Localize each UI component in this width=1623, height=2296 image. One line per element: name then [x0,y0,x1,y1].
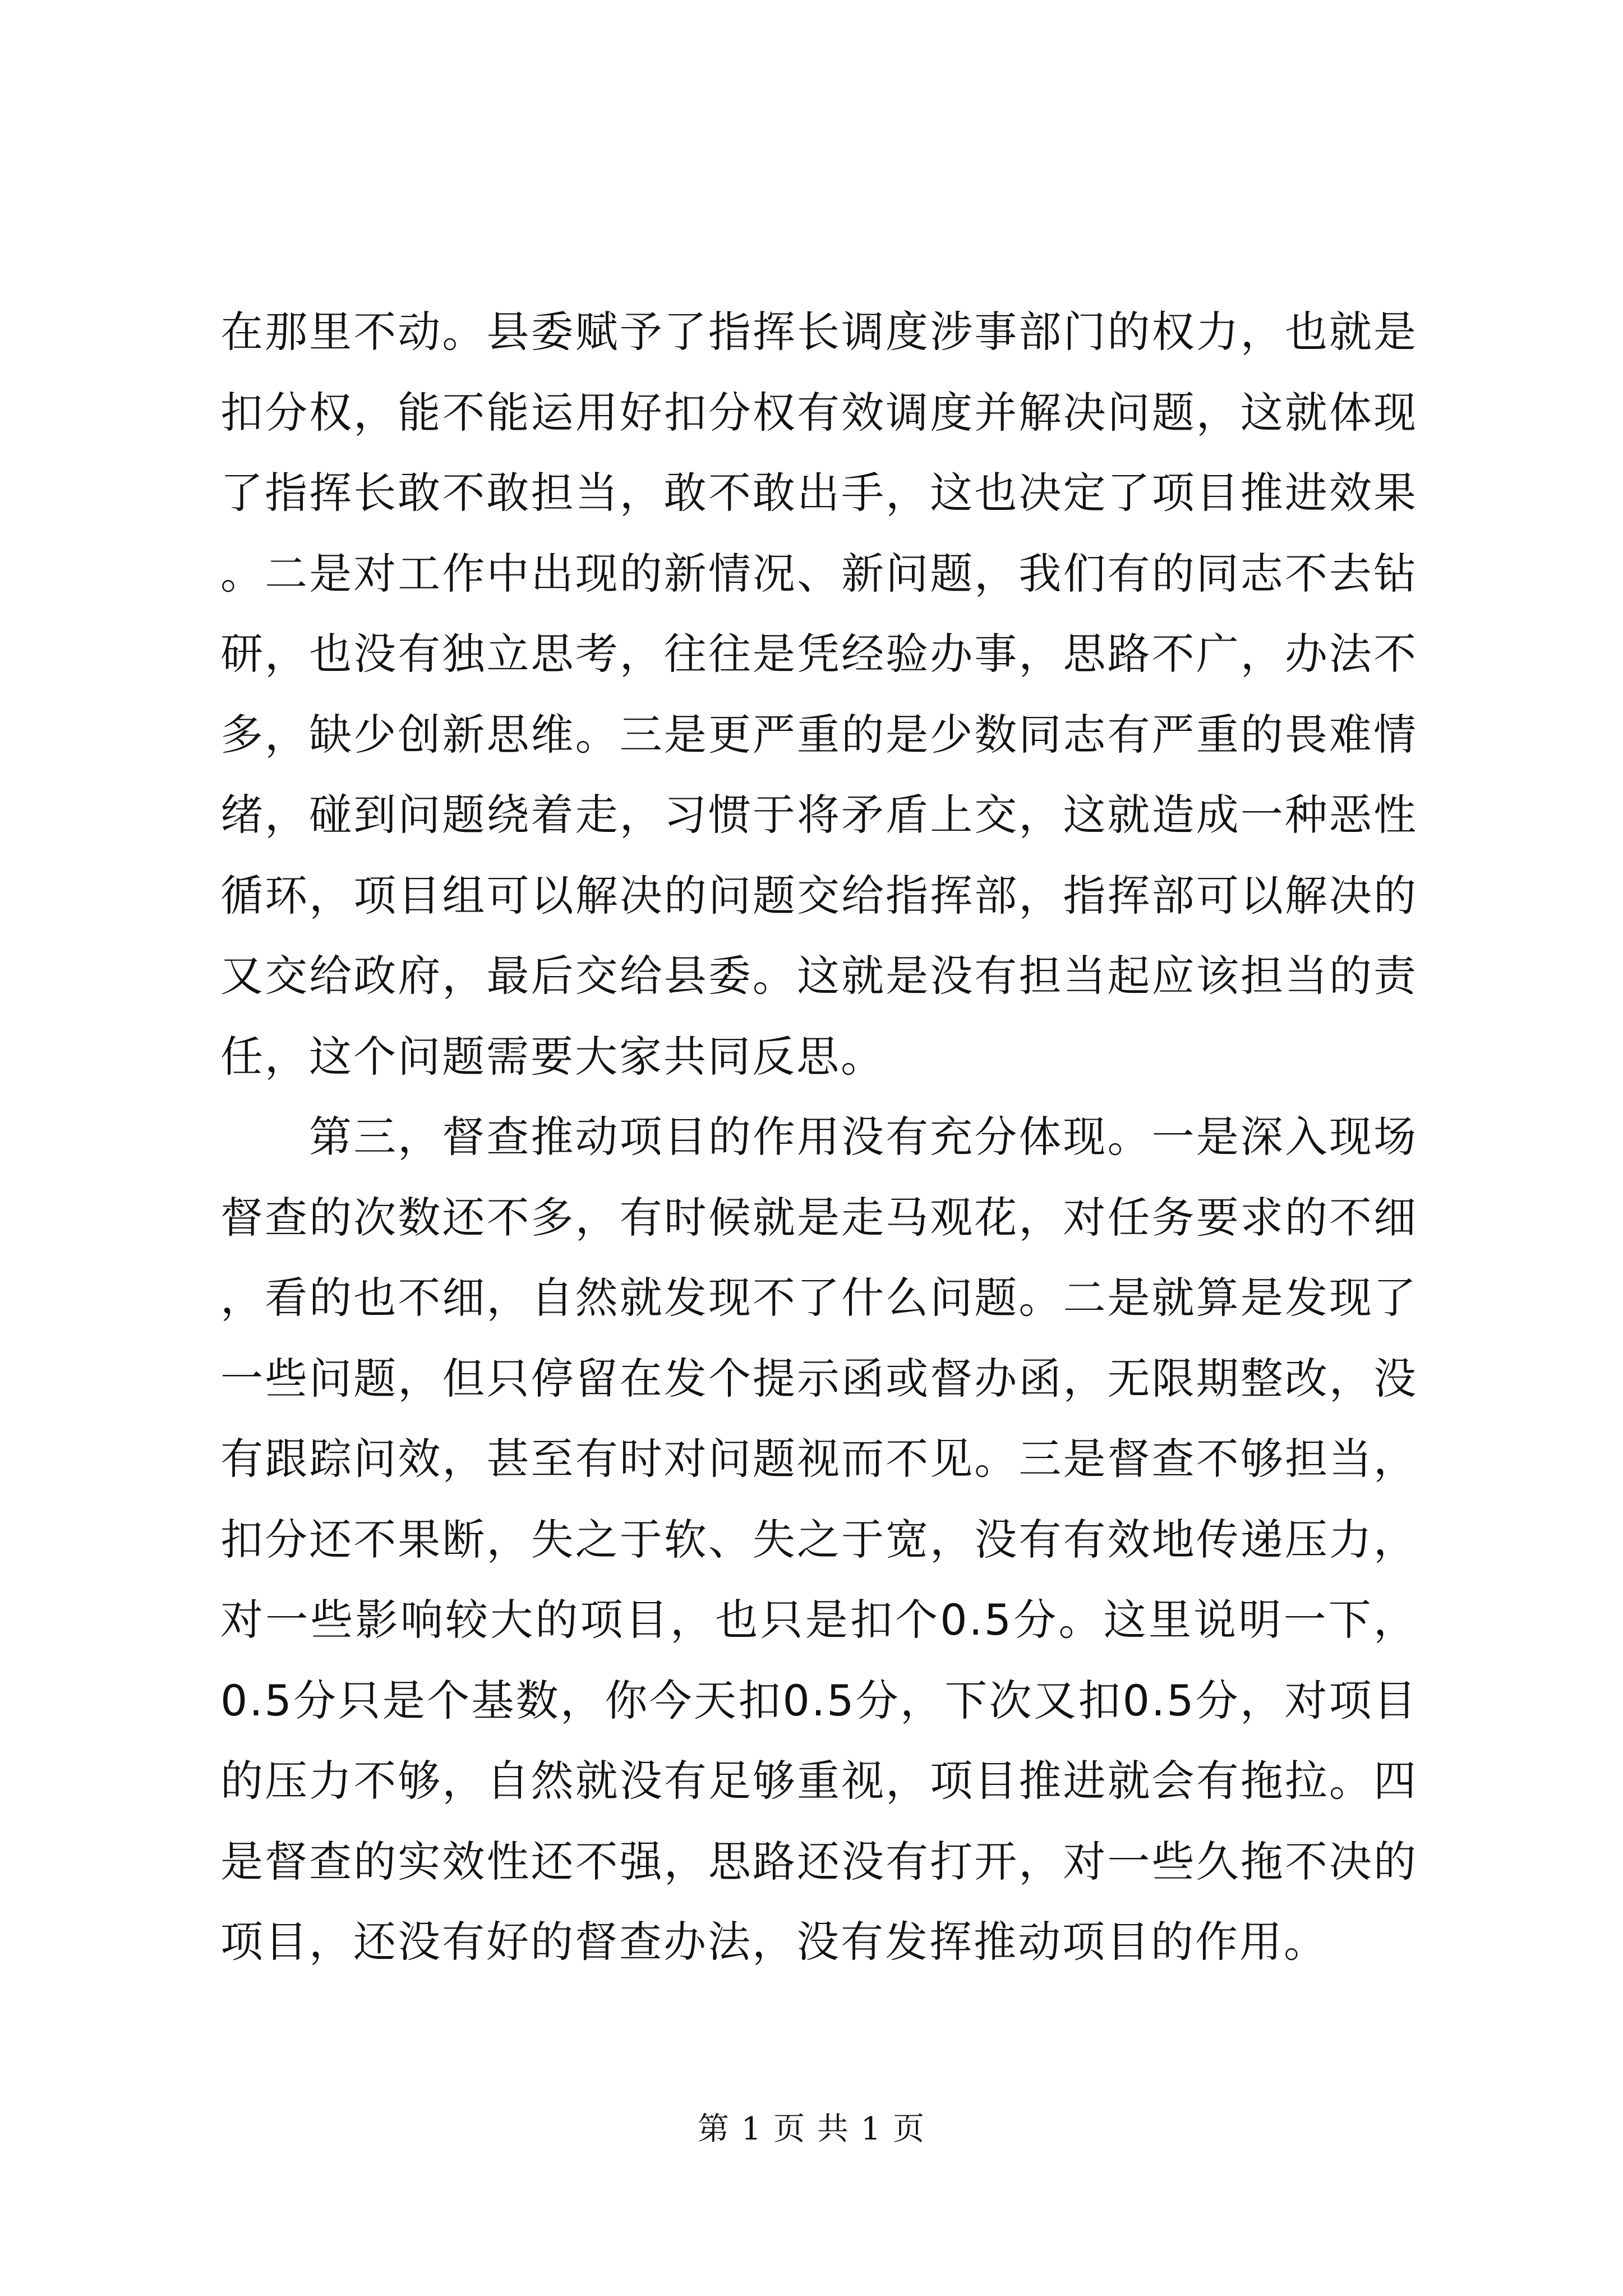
document-body [220,292,1418,1982]
page-footer: 第 1 页 共 1 页 [697,2111,926,2147]
paragraph-third-point: 第三，督查推动项目的作用没有充分体现。一是深入现场督查的次数还不多，有时候就是走马观花，对任务要求的不细，看的也不细，自然就发现不了什么问题。二是就算是发现了一些问题，但只停留在发个提示函或督办函，无限期整改，没有跟踪问效，甚至有时对问题视而不见。三是督查不够担当，扣分还不果断，失之于软、失之于宽，没有有效地传递压力，对一些影响较大的项目，也只是扣个0.5分。这里说明一下，0.5分只是个基数，你今天扣0.5分，下次又扣0.5分，对项目的压力不够，自然就没有足够重视，项目推进就会有拖拉。四是督查的实效性还不强，思路还没有打开，对一些久拖不决的项目，还没有好的督查办法，没有发挥推动项目的作用。 [220,1112,1418,1967]
paragraph-continued: 在那里不动。县委赋予了指挥长调度涉事部门的权力，也就是扣分权，能不能运用好扣分权有效调度并解决问题，这就体现了指挥长敢不敢担当，敢不敢出手，这也决定了项目推进效果。二是对工作中出现的新情况、新问题，我们有的同志不去钻研，也没有独立思考，往往是凭经验办事，思路不广，办法不多，缺少创新思维。三是更严重的是少数同志有严重的畏难情绪，碰到问题绕着走，习惯于将矛盾上交，这就造成一种恶性循环，项目组可以解决的问题交给指挥部，指挥部可以解决的又交给政府，最后交给县委。这就是没有担当起应该担当的责任，这个问题需要大家共同反思。 [220,307,1418,1082]
